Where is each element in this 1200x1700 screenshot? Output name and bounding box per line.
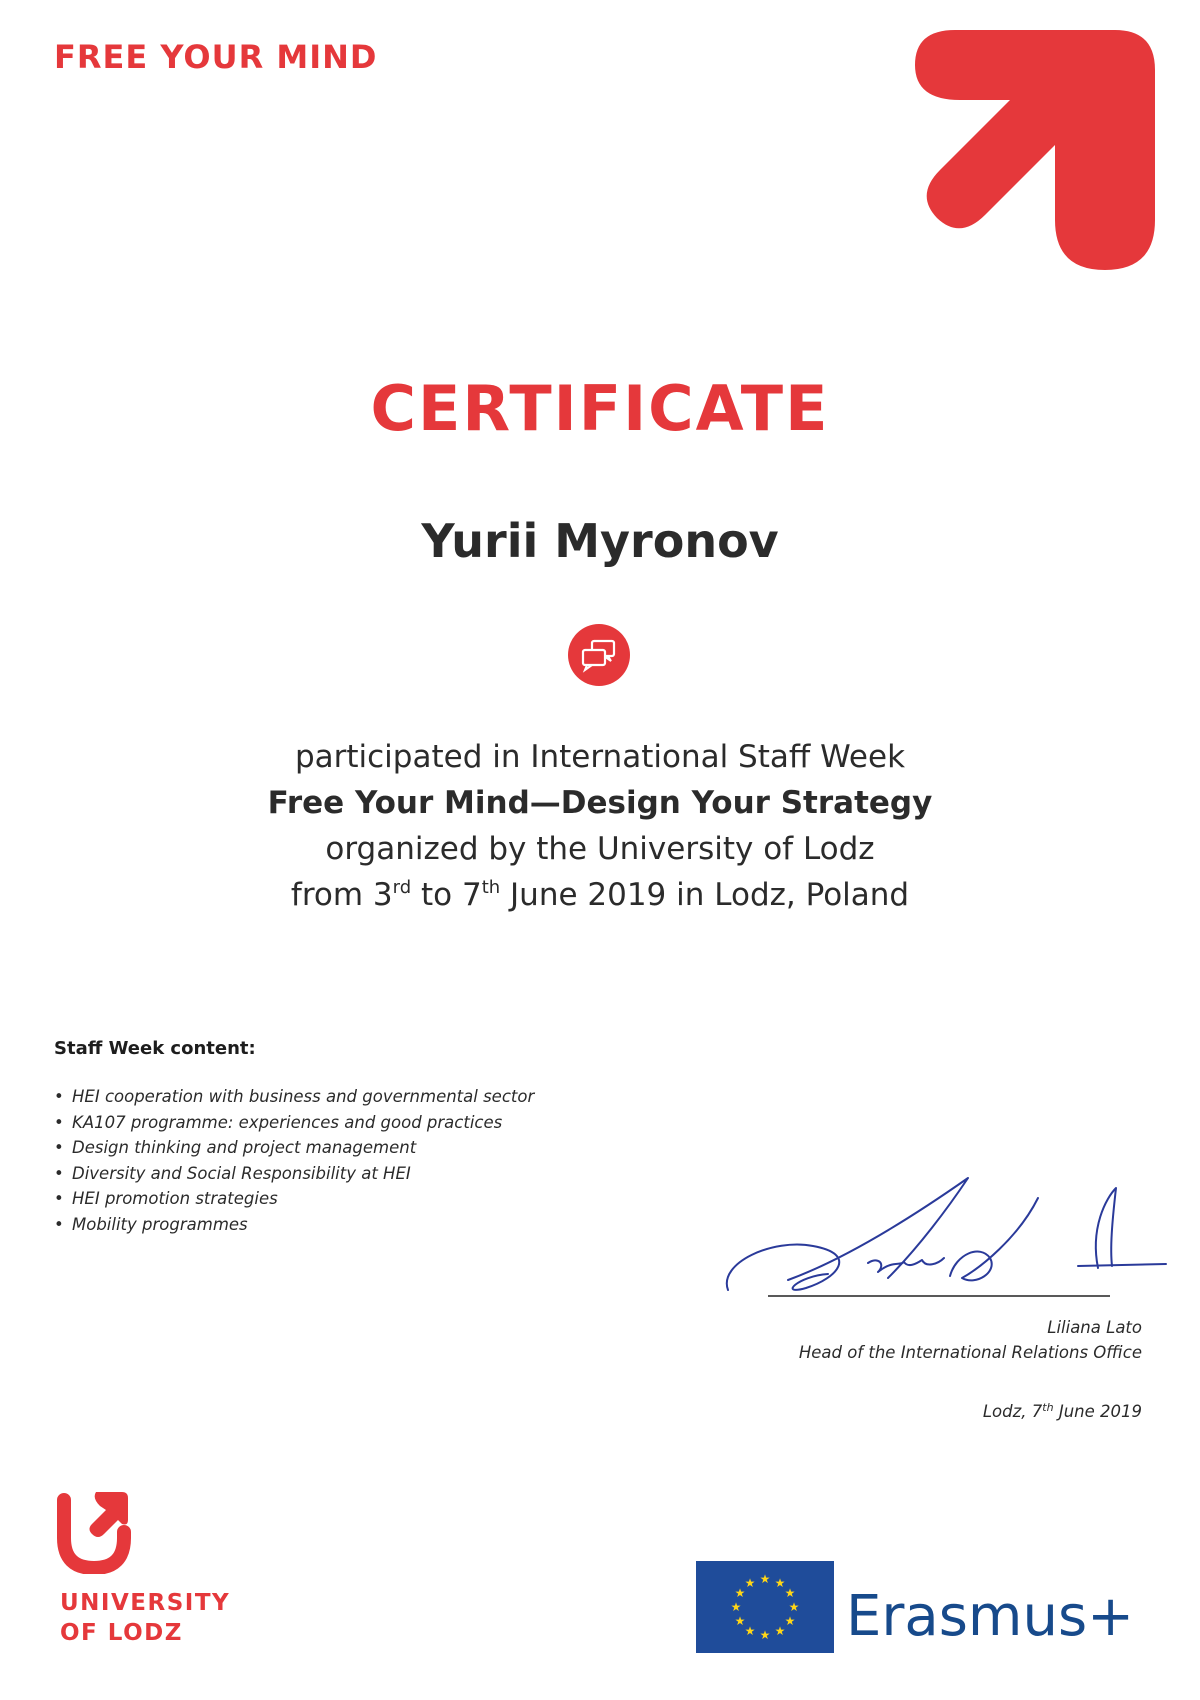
handwritten-signature (718, 1168, 1168, 1308)
svg-text:★: ★ (744, 1576, 756, 1590)
organizer-line: organized by the University of Lodz (325, 831, 875, 867)
speech-bubbles-icon (568, 624, 630, 686)
certificate-title: CERTIFICATE (370, 372, 830, 445)
content-list (54, 1084, 534, 1237)
up-right-arrow-logo (915, 30, 1155, 270)
free-your-mind-slogan: FREE YOUR MIND (54, 38, 378, 76)
event-title: Free Your Mind—Design Your Strategy (267, 785, 933, 821)
university-name: UNIVERSITY OF LODZ (60, 1590, 231, 1646)
signature-date: Lodz, 7th June 2019 (982, 1401, 1142, 1421)
svg-text:★: ★ (734, 1586, 746, 1600)
content-heading: Staff Week content: (54, 1038, 256, 1059)
svg-text:★: ★ (784, 1614, 796, 1628)
list-item: • HEI cooperation with business and governmental sector (54, 1084, 534, 1110)
signer-role: Head of the International Relations Office (798, 1343, 1142, 1362)
list-item: • KA107 programme: experiences and good practices (54, 1110, 534, 1136)
signer-name: Liliana Lato (1047, 1318, 1142, 1337)
erasmus-plus-logo: Erasmus+ (846, 1584, 1135, 1649)
svg-text:★: ★ (784, 1586, 796, 1600)
svg-text:★: ★ (774, 1624, 786, 1638)
svg-text:★: ★ (759, 1572, 771, 1586)
university-of-lodz-logo-icon (56, 1486, 132, 1574)
svg-text:★: ★ (759, 1628, 771, 1642)
list-item: • Design thinking and project management (54, 1135, 534, 1161)
svg-text:★: ★ (774, 1576, 786, 1590)
date-line: from 3rd to 7th June 2019 in Lodz, Poland (290, 877, 910, 913)
list-item: • HEI promotion strategies (54, 1186, 534, 1212)
eu-flag-icon (696, 1561, 834, 1653)
list-item: • Diversity and Social Responsibility at HEI (54, 1161, 534, 1187)
svg-text:★: ★ (788, 1600, 800, 1614)
list-item: • Mobility programmes (54, 1212, 534, 1238)
recipient-name: Yurii Myronov (421, 514, 779, 568)
participation-line: participated in International Staff Week (294, 739, 906, 775)
certificate-body (0, 734, 1200, 918)
svg-text:★: ★ (730, 1600, 742, 1614)
svg-text:★: ★ (744, 1624, 756, 1638)
svg-text:★: ★ (734, 1614, 746, 1628)
